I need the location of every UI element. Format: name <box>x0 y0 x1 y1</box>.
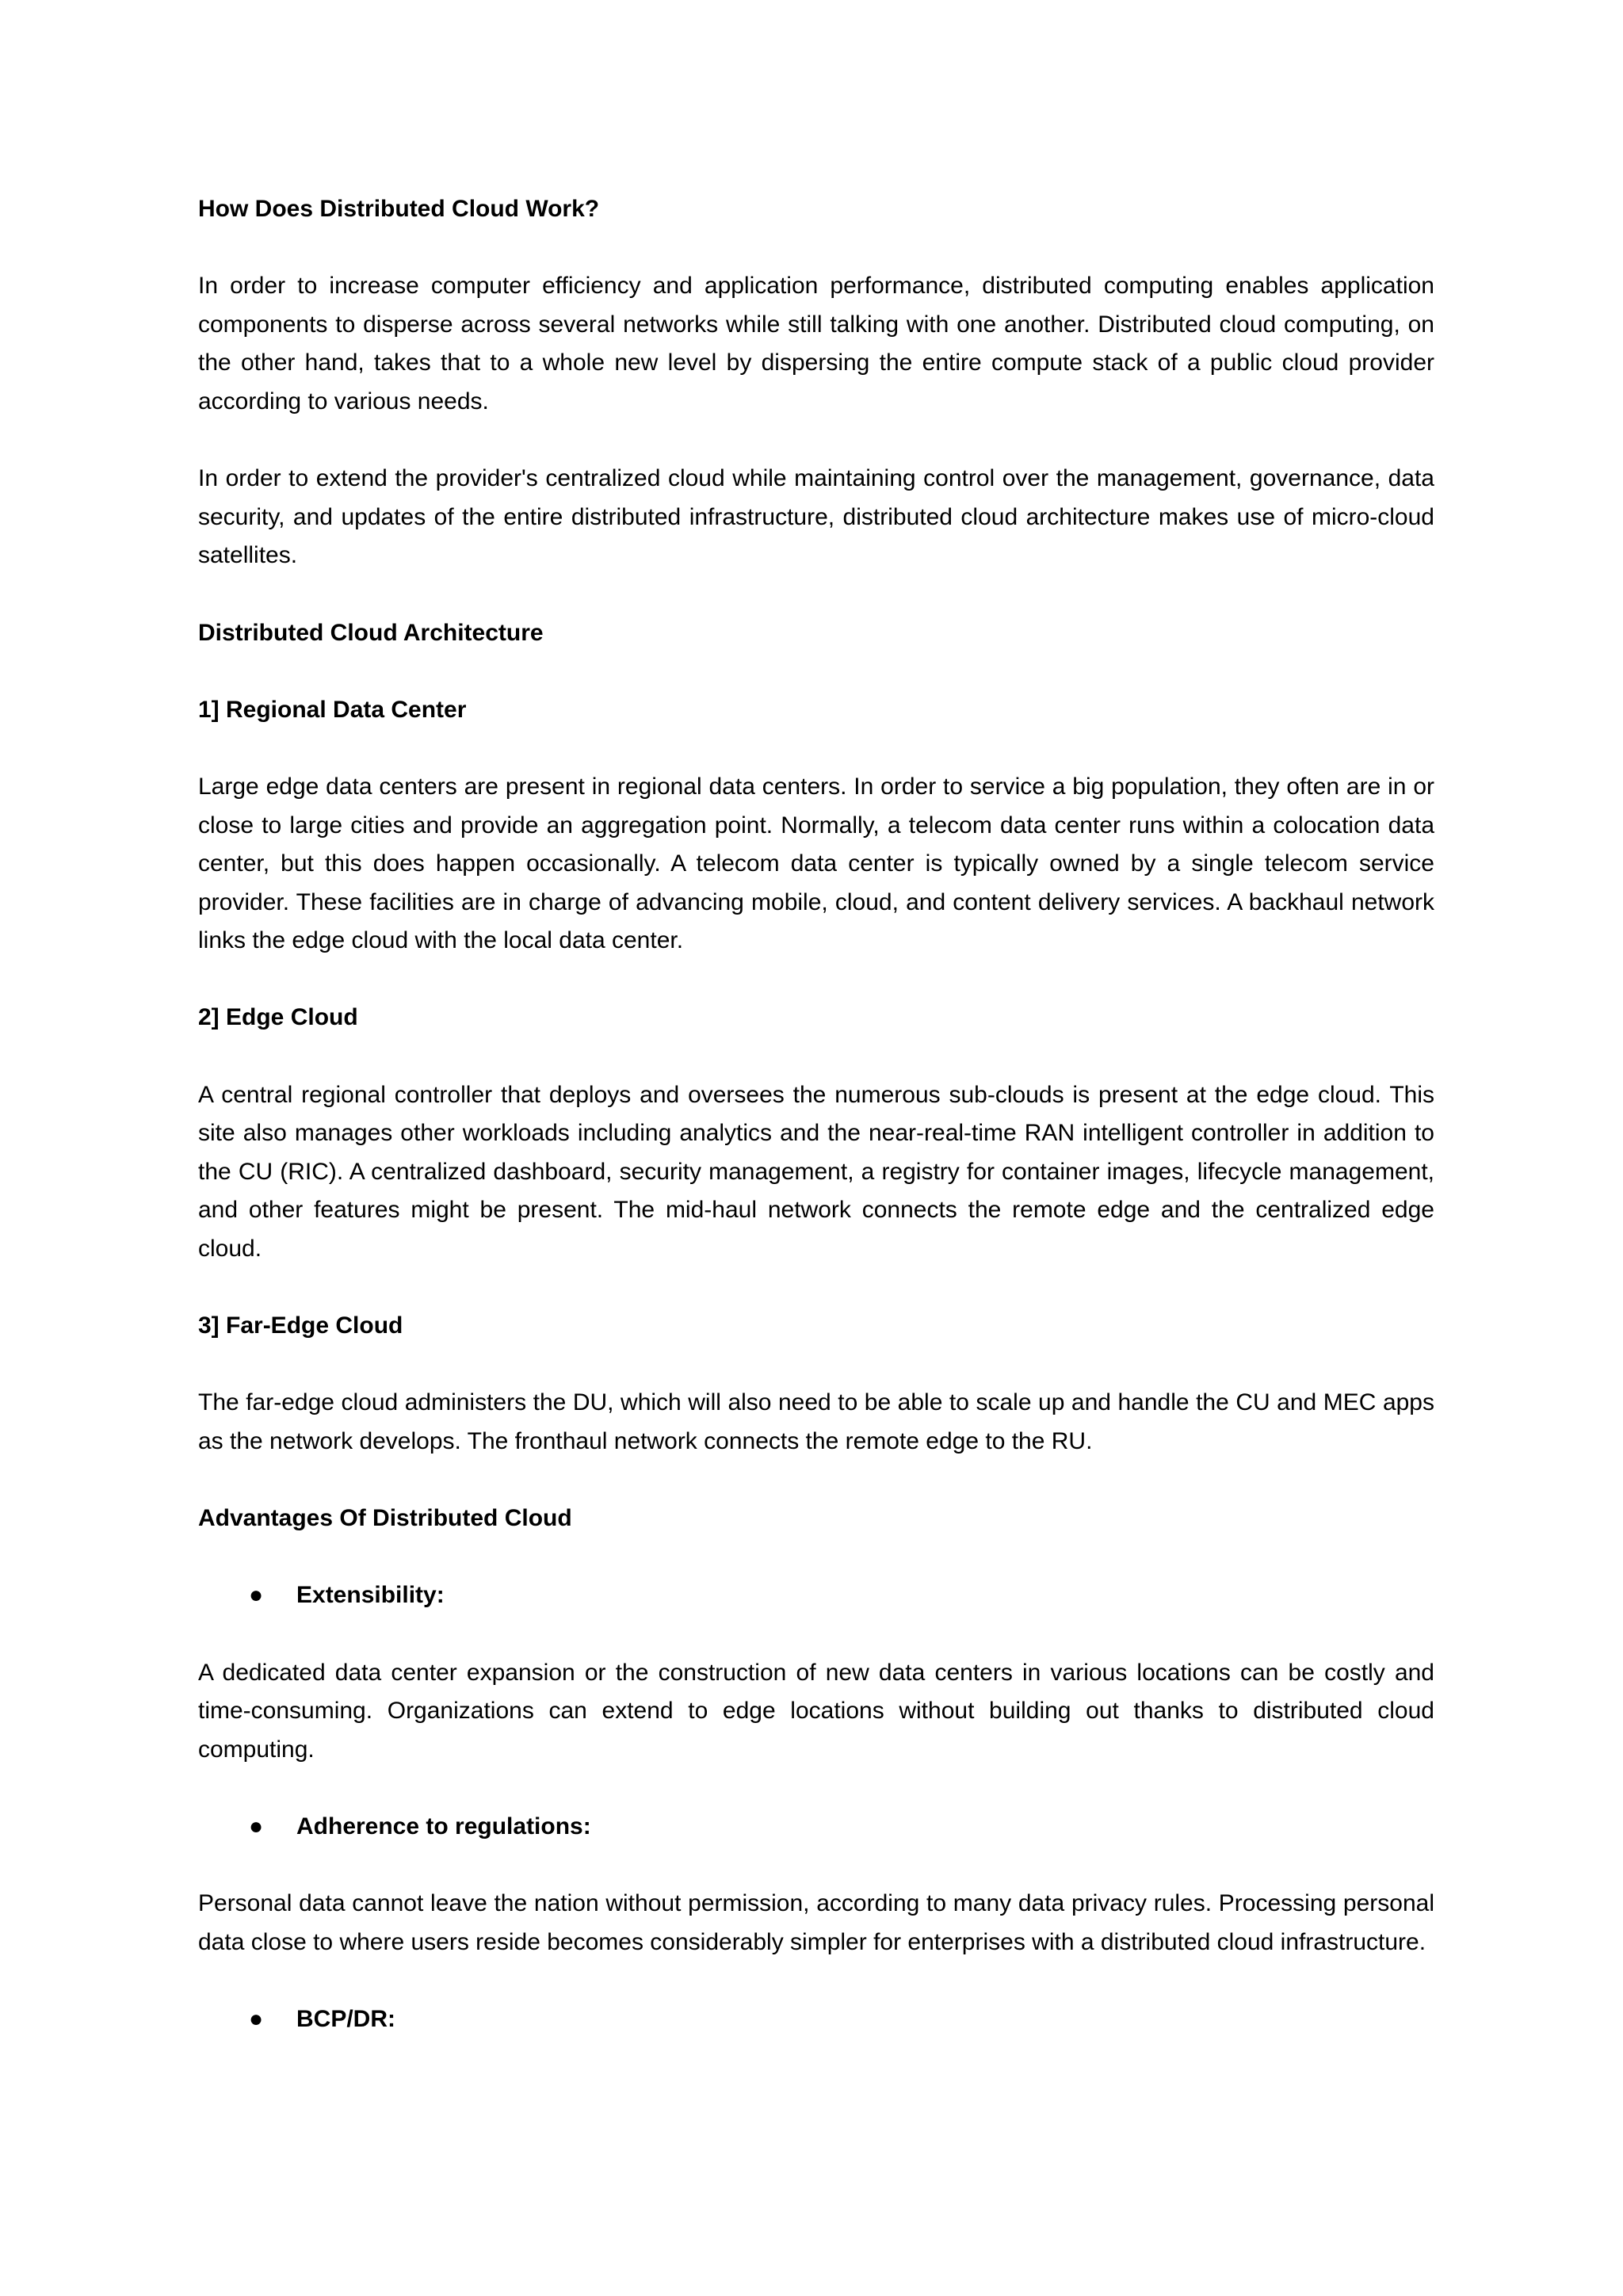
paragraph-far-edge-cloud: The far-edge cloud administers the DU, which will also need to be able to scale up and handle the CU and MEC apps as the network develops. The fronthaul network connects the remote edge to the RU. <box>198 1389 1434 1454</box>
section-heading-how-it-works: How Does Distributed Cloud Work? <box>198 196 600 222</box>
bullet-dot-icon: ● <box>249 1813 264 1839</box>
bullet-label: BCP/DR: <box>296 2005 395 2032</box>
bullet-bcp-dr <box>198 2000 1434 2039</box>
subheading-edge-cloud: 2] Edge Cloud <box>198 1004 358 1031</box>
bullet-label: Extensibility: <box>296 1582 445 1609</box>
subheading-regional-data-center: 1] Regional Data Center <box>198 696 467 723</box>
bullet-dot-icon: ● <box>249 1582 264 1609</box>
paragraph-extensibility: A dedicated data center expansion or the construction of new data centers in various locations can be costly and time-consuming. Organizations can extend to edge locations without building out thanks to distributed cloud computing. <box>198 1659 1434 1763</box>
bullet-dot-icon: ● <box>249 2005 264 2032</box>
subheading-far-edge-cloud: 3] Far-Edge Cloud <box>198 1312 403 1339</box>
paragraph-regional-data-center: Large edge data centers are present in regional data centers. In order to service a big population, they often are in or close to large cities and provide an aggregation point. Normally, a telecom data center runs within a colocation data center, but this does happen occasionally. A telecom data center is typically owned by a single telecom service provider. These facilities are in charge of advancing mobile, cloud, and content delivery services. A backhaul network links the edge cloud with the local data center. <box>198 773 1434 954</box>
section-heading-architecture: Distributed Cloud Architecture <box>198 619 544 646</box>
paragraph-distributed-computing: In order to increase computer efficiency and application performance, distributed computing enables application components to disperse across several networks while still talking with one another. Distributed cloud computing, on the other hand, takes that to a whole new level by dispersing the entire compute stack of a public cloud provider according to various needs. <box>198 273 1434 415</box>
paragraph-micro-cloud-satellites: In order to extend the provider's centralized cloud while maintaining control over the management, governance, data security, and updates of the entire distributed infrastructure, distributed cloud architecture makes use of micro-cloud satellites. <box>198 465 1434 569</box>
bullet-label: Adherence to regulations: <box>296 1813 591 1839</box>
section-heading-advantages: Advantages Of Distributed Cloud <box>198 1505 572 1532</box>
paragraph-edge-cloud: A central regional controller that deploys and oversees the numerous sub-clouds is present at the edge cloud. This site also manages other workloads including analytics and the near-real-time RAN intelligent controller in addition to the CU (RIC). A centralized dashboard, security management, a registry for container images, lifecycle management, and other features might be present. The mid-haul network connects the remote edge and the centralized edge cloud. <box>198 1081 1434 1263</box>
bullet-extensibility <box>198 1576 1434 1615</box>
document-page <box>198 190 1434 2077</box>
paragraph-adherence-to-regulations: Personal data cannot leave the nation without permission, according to many data privacy rules. Processing personal data close to where users reside becomes considerably simpler for enterprises with a distributed cloud infrastructure. <box>198 1890 1434 1955</box>
bullet-adherence-to-regulations <box>198 1808 1434 1847</box>
